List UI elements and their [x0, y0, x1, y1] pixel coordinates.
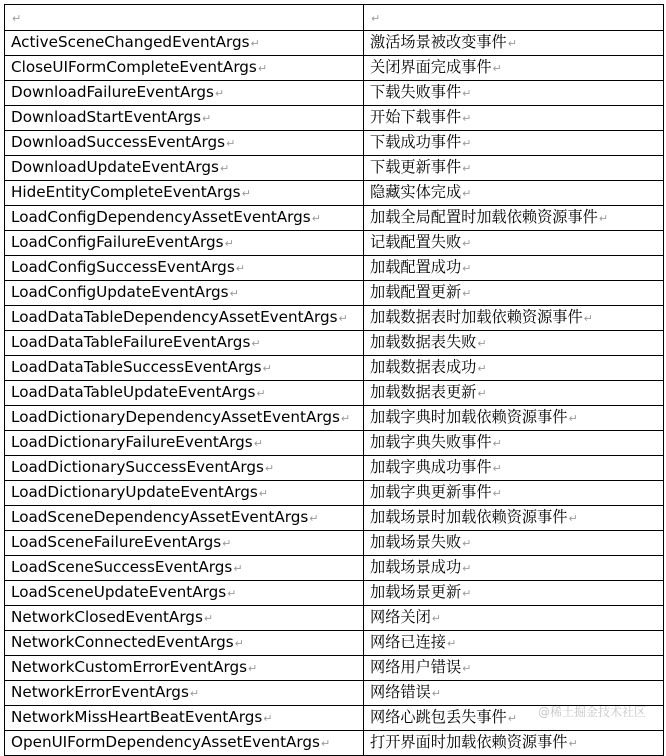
paragraph-mark-icon: ↵ — [226, 137, 236, 150]
event-name-cell[interactable] — [5, 181, 364, 206]
paragraph-mark-icon: ↵ — [222, 537, 232, 550]
paragraph-mark-icon: ↵ — [492, 437, 502, 450]
header-cell-desc[interactable] — [364, 5, 664, 31]
event-desc-cell[interactable] — [364, 456, 664, 481]
table-row — [5, 231, 664, 256]
paragraph-mark-icon: ↵ — [258, 487, 268, 500]
paragraph-mark-icon: ↵ — [234, 637, 244, 650]
paragraph-mark-icon: ↵ — [431, 612, 441, 625]
paragraph-mark-icon: ↵ — [340, 412, 351, 425]
table-row — [5, 456, 664, 481]
paragraph-mark-icon: ↵ — [462, 662, 472, 675]
paragraph-mark-icon: ↵ — [235, 262, 245, 275]
table-row — [5, 481, 664, 506]
event-description: 下载成功事件 — [370, 133, 462, 151]
paragraph-mark-icon: ↵ — [477, 362, 487, 375]
event-desc-cell[interactable] — [364, 631, 664, 656]
event-name-cell[interactable] — [5, 81, 364, 106]
event-name-cell[interactable] — [5, 156, 364, 181]
event-name-cell[interactable] — [5, 331, 364, 356]
event-name-cell[interactable] — [5, 56, 364, 81]
table-row — [5, 81, 664, 106]
event-name-cell[interactable] — [5, 556, 364, 581]
event-description: 加载全局配置时加载依赖资源事件 — [370, 208, 598, 226]
event-name: NetworkConnectedEventArgs — [11, 633, 234, 651]
event-name: LoadSceneFailureEventArgs — [11, 533, 222, 551]
event-name: DownloadFailureEventArgs — [11, 83, 214, 101]
paragraph-mark-icon: ↵ — [462, 287, 472, 300]
event-description: 加载场景更新 — [370, 583, 462, 601]
event-args-table — [4, 4, 664, 756]
event-name-cell[interactable] — [5, 431, 364, 456]
paragraph-mark-icon: ↵ — [256, 387, 266, 400]
paragraph-mark-icon: ↵ — [462, 137, 472, 150]
event-description: 记载配置失败 — [370, 233, 462, 251]
event-desc-cell[interactable] — [364, 106, 664, 131]
event-name-cell[interactable] — [5, 631, 364, 656]
table-row — [5, 331, 664, 356]
paragraph-mark-icon: ↵ — [568, 512, 578, 525]
event-name: DownloadUpdateEventArgs — [11, 158, 219, 176]
paragraph-mark-icon: ↵ — [462, 587, 472, 600]
table-row — [5, 631, 664, 656]
event-desc-cell[interactable] — [364, 656, 664, 681]
event-desc-cell[interactable] — [364, 731, 664, 756]
event-name-cell[interactable] — [5, 456, 364, 481]
event-desc-cell[interactable] — [364, 156, 664, 181]
event-desc-cell[interactable] — [364, 206, 664, 231]
event-name: LoadDataTableDependencyAssetEventArgs — [11, 308, 338, 326]
paragraph-mark-icon: ↵ — [233, 562, 243, 575]
paragraph-mark-icon: ↵ — [507, 37, 517, 50]
paragraph-mark-icon: ↵ — [320, 737, 331, 750]
event-description: 下载失败事件 — [370, 83, 462, 101]
event-name-cell[interactable] — [5, 106, 364, 131]
event-name: LoadSceneSuccessEventArgs — [11, 558, 233, 576]
event-description: 加载配置成功 — [370, 258, 462, 276]
paragraph-mark-icon: ↵ — [492, 462, 502, 475]
event-name: DownloadSuccessEventArgs — [11, 133, 226, 151]
event-name: DownloadStartEventArgs — [11, 108, 202, 126]
event-desc-cell[interactable] — [364, 381, 664, 406]
event-name: LoadConfigSuccessEventArgs — [11, 258, 235, 276]
table-row — [5, 306, 664, 331]
table-header-row — [5, 5, 664, 31]
event-name: NetworkClosedEventArgs — [11, 608, 203, 626]
event-name: NetworkMissHeartBeatEventArgs — [11, 708, 263, 726]
event-desc-cell[interactable] — [364, 31, 664, 56]
table-row — [5, 531, 664, 556]
event-description: 加载数据表更新 — [370, 383, 477, 401]
event-name-cell[interactable] — [5, 531, 364, 556]
event-desc-cell[interactable] — [364, 481, 664, 506]
event-description: 网络错误 — [370, 683, 431, 701]
event-desc-cell[interactable] — [364, 131, 664, 156]
event-name: LoadDictionaryDependencyAssetEventArgs — [11, 408, 340, 426]
watermark: @稀土掘金技术社区 — [537, 705, 646, 719]
paragraph-mark-icon: ↵ — [462, 112, 472, 125]
paragraph-mark-icon: ↵ — [214, 87, 225, 100]
event-name-cell[interactable] — [5, 231, 364, 256]
table-row — [5, 31, 664, 56]
event-desc-cell[interactable] — [364, 281, 664, 306]
paragraph-mark-icon: ↵ — [598, 212, 609, 225]
event-description: 加载字典时加载依赖资源事件 — [370, 408, 568, 426]
event-description: 加载字典失败事件 — [370, 433, 492, 451]
event-desc-cell[interactable] — [364, 681, 664, 706]
event-name-cell[interactable] — [5, 281, 364, 306]
paragraph-mark-icon: ↵ — [492, 487, 502, 500]
table-row — [5, 206, 664, 231]
paragraph-mark-icon: ↵ — [202, 112, 212, 125]
paragraph-mark-icon: ↵ — [568, 412, 578, 425]
event-name-cell[interactable] — [5, 306, 364, 331]
paragraph-mark-icon: ↵ — [263, 712, 273, 725]
table-row — [5, 581, 664, 606]
event-desc-cell[interactable] — [364, 256, 664, 281]
paragraph-mark-icon: ↵ — [224, 237, 234, 250]
paragraph-mark-icon: ↵ — [507, 712, 517, 725]
paragraph-mark-icon: ↵ — [248, 662, 258, 675]
paragraph-mark-icon: ↵ — [309, 512, 319, 525]
event-desc-cell[interactable] — [364, 306, 664, 331]
event-description: 隐藏实体完成 — [370, 183, 462, 201]
paragraph-mark-icon: ↵ — [219, 162, 230, 175]
event-description: 加载场景成功 — [370, 558, 462, 576]
event-name: HideEntityCompleteEventArgs — [11, 183, 241, 201]
event-name: LoadDictionaryFailureEventArgs — [11, 433, 253, 451]
event-desc-cell[interactable] — [364, 231, 664, 256]
event-name: LoadConfigUpdateEventArgs — [11, 283, 229, 301]
event-name-cell[interactable] — [5, 131, 364, 156]
event-name: NetworkErrorEventArgs — [11, 683, 189, 701]
table-row — [5, 381, 664, 406]
event-name: LoadDataTableSuccessEventArgs — [11, 358, 262, 376]
event-name-cell[interactable] — [5, 581, 364, 606]
table-row — [5, 731, 664, 756]
event-name-cell[interactable] — [5, 506, 364, 531]
event-desc-cell[interactable] — [364, 56, 664, 81]
table-row — [5, 181, 664, 206]
event-name-cell[interactable] — [5, 681, 364, 706]
paragraph-mark-icon: ↵ — [462, 537, 472, 550]
event-desc-cell[interactable] — [364, 431, 664, 456]
paragraph-mark-icon: ↵ — [338, 312, 348, 325]
paragraph-mark-icon: ↵ — [12, 11, 22, 25]
header-cell-name[interactable] — [5, 5, 364, 31]
event-description: 加载配置更新 — [370, 283, 462, 301]
paragraph-mark-icon: ↵ — [462, 237, 472, 250]
paragraph-mark-icon: ↵ — [257, 62, 268, 75]
paragraph-mark-icon: ↵ — [371, 11, 381, 25]
event-desc-cell[interactable] — [364, 581, 664, 606]
event-name-cell[interactable] — [5, 31, 364, 56]
paragraph-mark-icon: ↵ — [568, 737, 578, 750]
table-row — [5, 106, 664, 131]
paragraph-mark-icon: ↵ — [462, 262, 472, 275]
table-row — [5, 406, 664, 431]
table-row — [5, 156, 664, 181]
event-name-cell[interactable] — [5, 656, 364, 681]
paragraph-mark-icon: ↵ — [251, 337, 261, 350]
event-description: 开始下载事件 — [370, 108, 462, 126]
event-desc-cell[interactable] — [364, 81, 664, 106]
event-name: LoadDictionaryUpdateEventArgs — [11, 483, 258, 501]
paragraph-mark-icon: ↵ — [431, 687, 441, 700]
event-description: 加载数据表失败 — [370, 333, 477, 351]
paragraph-mark-icon: ↵ — [446, 637, 457, 650]
event-name-cell[interactable] — [5, 706, 364, 731]
paragraph-mark-icon: ↵ — [462, 87, 472, 100]
event-desc-cell[interactable] — [364, 556, 664, 581]
event-description: 网络关闭 — [370, 608, 431, 626]
event-description: 关闭界面完成事件 — [370, 58, 492, 76]
table-row — [5, 606, 664, 631]
event-name: LoadSceneUpdateEventArgs — [11, 583, 227, 601]
event-name: LoadConfigDependencyAssetEventArgs — [11, 208, 311, 226]
table-row — [5, 431, 664, 456]
event-desc-cell[interactable] — [364, 181, 664, 206]
paragraph-mark-icon: ↵ — [311, 212, 321, 225]
table-body — [5, 5, 664, 756]
paragraph-mark-icon: ↵ — [250, 37, 260, 50]
event-description: 加载场景失败 — [370, 533, 462, 551]
event-description: 网络已连接 — [370, 633, 446, 651]
event-desc-cell[interactable] — [364, 331, 664, 356]
paragraph-mark-icon: ↵ — [462, 162, 472, 175]
event-name: CloseUIFormCompleteEventArgs — [11, 58, 257, 76]
table-row — [5, 356, 664, 381]
event-name: NetworkCustomErrorEventArgs — [11, 658, 248, 676]
table-row — [5, 556, 664, 581]
event-description: 加载字典更新事件 — [370, 483, 492, 501]
event-description: 加载数据表成功 — [370, 358, 477, 376]
event-description: 打开界面时加载依赖资源事件 — [370, 733, 568, 751]
table-row — [5, 506, 664, 531]
event-desc-cell[interactable] — [364, 531, 664, 556]
event-desc-cell[interactable] — [364, 356, 664, 381]
table-row — [5, 256, 664, 281]
event-name-cell[interactable] — [5, 731, 364, 756]
event-name: LoadDataTableUpdateEventArgs — [11, 383, 256, 401]
document-page — [4, 4, 663, 756]
event-description: 下载更新事件 — [370, 158, 462, 176]
table-row — [5, 656, 664, 681]
event-name: LoadDataTableFailureEventArgs — [11, 333, 251, 351]
event-name-cell[interactable] — [5, 481, 364, 506]
paragraph-mark-icon: ↵ — [241, 187, 251, 200]
event-description: 网络心跳包丢失事件 — [370, 708, 507, 726]
event-description: 激活场景被改变事件 — [370, 33, 507, 51]
paragraph-mark-icon: ↵ — [203, 612, 214, 625]
table-row — [5, 681, 664, 706]
event-name-cell[interactable] — [5, 256, 364, 281]
paragraph-mark-icon: ↵ — [492, 62, 502, 75]
event-name: LoadConfigFailureEventArgs — [11, 233, 224, 251]
paragraph-mark-icon: ↵ — [227, 587, 237, 600]
table-row — [5, 56, 664, 81]
paragraph-mark-icon: ↵ — [264, 462, 275, 475]
event-description: 加载字典成功事件 — [370, 458, 492, 476]
event-name: OpenUIFormDependencyAssetEventArgs — [11, 733, 320, 751]
event-name-cell[interactable] — [5, 606, 364, 631]
event-name-cell[interactable] — [5, 381, 364, 406]
table-row — [5, 281, 664, 306]
event-name: LoadDictionarySuccessEventArgs — [11, 458, 264, 476]
paragraph-mark-icon: ↵ — [253, 437, 263, 450]
paragraph-mark-icon: ↵ — [189, 687, 200, 700]
paragraph-mark-icon: ↵ — [477, 337, 487, 350]
table-row — [5, 131, 664, 156]
event-name-cell[interactable] — [5, 406, 364, 431]
event-name-cell[interactable] — [5, 206, 364, 231]
paragraph-mark-icon: ↵ — [583, 312, 593, 325]
paragraph-mark-icon: ↵ — [462, 187, 472, 200]
event-description: 加载数据表时加载依赖资源事件 — [370, 308, 583, 326]
event-desc-cell[interactable] — [364, 606, 664, 631]
event-name: ActiveSceneChangedEventArgs — [11, 33, 250, 51]
paragraph-mark-icon: ↵ — [229, 287, 239, 300]
event-description: 网络用户错误 — [370, 658, 462, 676]
event-desc-cell[interactable] — [364, 506, 664, 531]
paragraph-mark-icon: ↵ — [462, 562, 472, 575]
event-name: LoadSceneDependencyAssetEventArgs — [11, 508, 309, 526]
event-description: 加载场景时加载依赖资源事件 — [370, 508, 568, 526]
event-desc-cell[interactable] — [364, 406, 664, 431]
paragraph-mark-icon: ↵ — [477, 387, 487, 400]
event-name-cell[interactable] — [5, 356, 364, 381]
paragraph-mark-icon: ↵ — [262, 362, 272, 375]
